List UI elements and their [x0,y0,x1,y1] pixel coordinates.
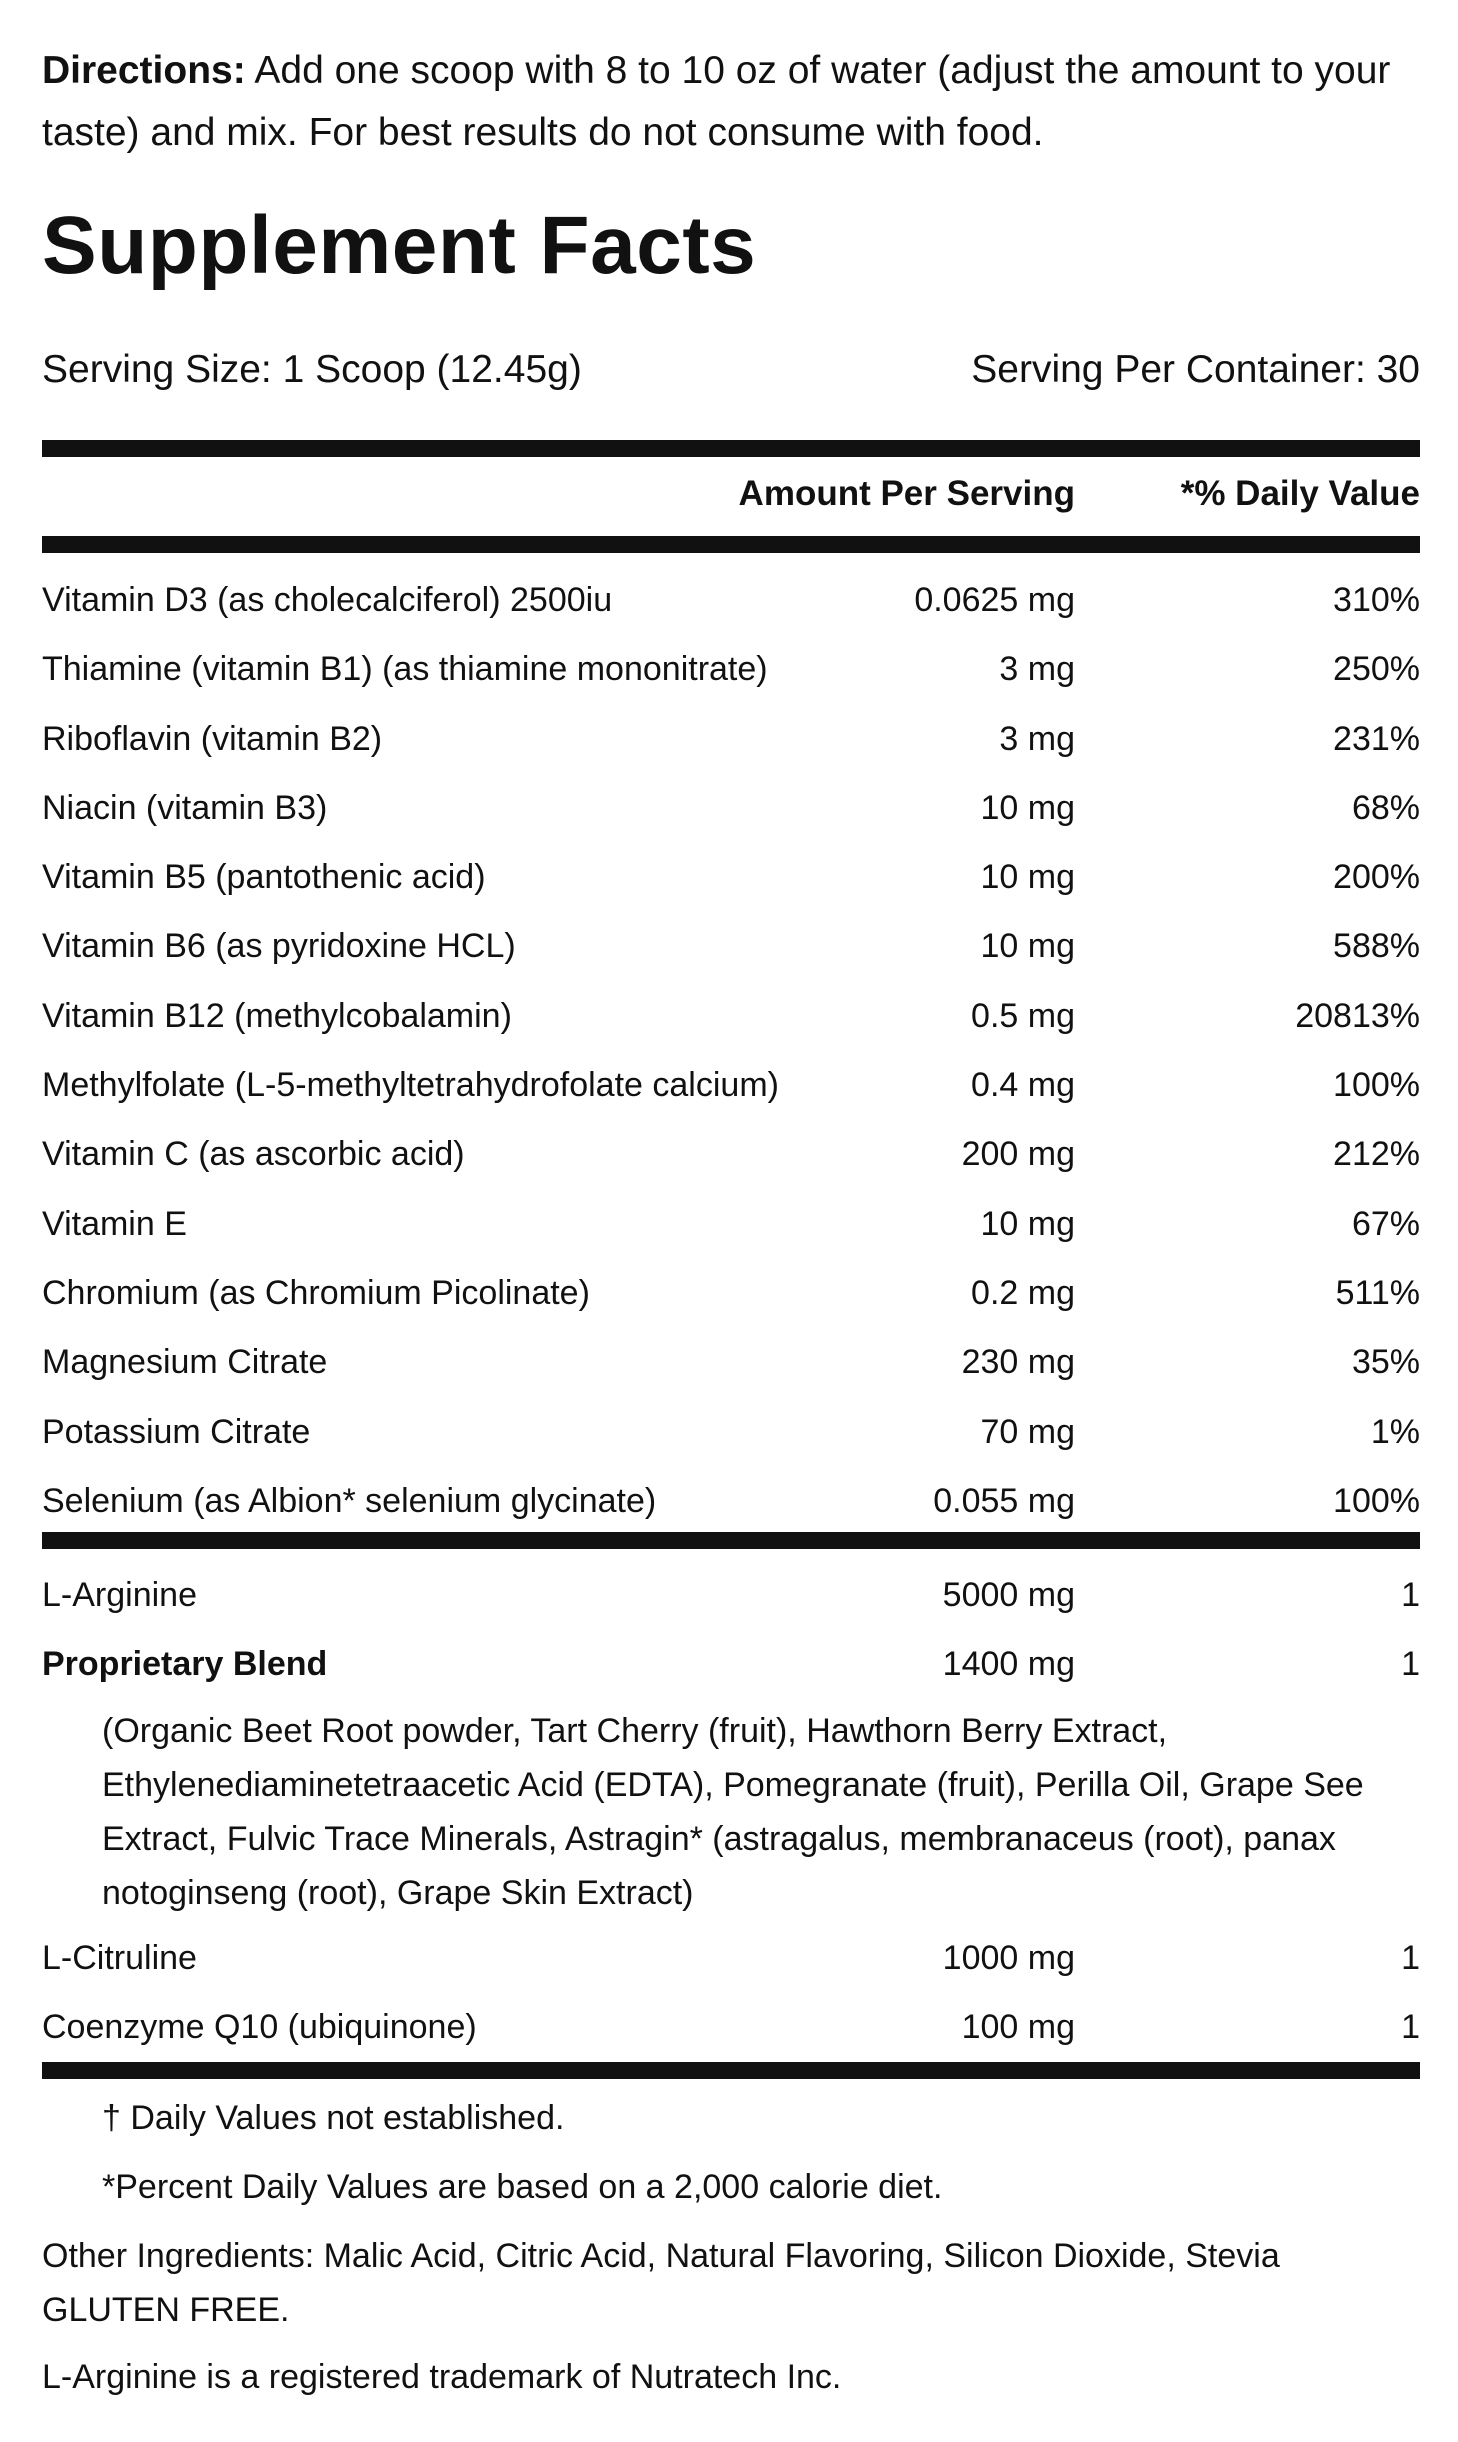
nutrient-amount: 10 mg [980,1204,1075,1243]
nutrient-name: Vitamin E [42,1204,187,1243]
blend-ingredients: (Organic Beet Root powder, Tart Cherry (fruit), Hawthorn Berry Extract, Ethylenediaminetetraacetic Acid (EDTA), Pomegranate (fruit), Perilla Oil, Grape See Extract, Fulvic Trace Minerals, Astragin* (astragalus, membranaceus (root), panax notoginseng (root), Grape Skin Extract) [102,1711,1364,1912]
nutrient-amount: 10 mg [980,858,1075,897]
nutrient-dv: 1 [1401,1576,1420,1614]
nutrient-amount: 3 mg [999,719,1075,758]
table-row [42,982,1420,1051]
nutrient-amount: 0.055 mg [933,1481,1075,1520]
percent-dv-note: *Percent Daily Values are based on a 2,000 calorie diet. [102,2168,943,2206]
table-row [42,635,1420,704]
nutrient-name: Thiamine (vitamin B1) (as thiamine mononitrate) [42,650,768,689]
page-title: Supplement Facts [42,200,757,291]
nutrient-dv: 200% [1333,858,1420,897]
nutrient-name: Riboflavin (vitamin B2) [42,719,383,758]
nutrient-amount: 0.4 mg [971,1066,1075,1105]
nutrient-dv: 100% [1333,1481,1420,1520]
vitamins-divider [42,1532,1420,1549]
table-row [42,1328,1420,1397]
table-row [42,912,1420,981]
nutrient-dv: 20813% [1295,996,1420,1035]
blend-name: Proprietary Blend [42,1645,328,1684]
amount-header: Amount Per Serving [738,474,1075,513]
nutrient-amount: 3 mg [999,650,1075,689]
nutrient-amount: 200 mg [961,1135,1075,1174]
nutrient-name: Methylfolate (L-5-methyltetrahydrofolate calcium) [42,1066,779,1105]
nutrient-name: L-Citruline [42,1938,197,1977]
nutrient-dv: 100% [1333,1066,1420,1105]
nutrient-dv: 1% [1370,1412,1420,1451]
table-row [42,566,1420,635]
nutrient-amount: 10 mg [980,788,1075,827]
nutrient-amount: 5000 mg [942,1576,1075,1614]
nutrient-dv: 1 [1401,1645,1420,1684]
nutrient-amount: 1000 mg [942,1938,1075,1977]
nutrient-dv: 1 [1401,1938,1420,1977]
servings-per-container: Serving Per Container: 30 [971,348,1420,391]
header-divider [42,536,1420,553]
nutrient-name: Potassium Citrate [42,1412,311,1451]
vitamin-table [42,566,1420,1536]
nutrient-name: Chromium (as Chromium Picolinate) [42,1273,590,1312]
nutrient-amount: 0.2 mg [971,1273,1075,1312]
table-row [42,843,1420,912]
table-row [42,1259,1420,1328]
nutrient-name: Vitamin B5 (pantothenic acid) [42,858,486,897]
table-row [42,1190,1420,1259]
table-row [42,1120,1420,1189]
nutrient-amount: 230 mg [961,1343,1075,1382]
nutrient-name: Magnesium Citrate [42,1343,328,1382]
nutrient-name: Vitamin B12 (methylcobalamin) [42,996,512,1035]
other-ingredients: Other Ingredients: Malic Acid, Citric Acid, Natural Flavoring, Silicon Dioxide, Stevia [42,2237,1280,2275]
nutrient-amount: 100 mg [961,2007,1075,2046]
nutrient-name: Niacin (vitamin B3) [42,788,328,827]
nutrient-dv: 250% [1333,650,1420,689]
nutrient-name: Vitamin B6 (as pyridoxine HCL) [42,927,516,966]
nutrient-dv: 212% [1333,1135,1420,1174]
nutrient-name: Coenzyme Q10 (ubiquinone) [42,2007,477,2046]
nutrient-dv: 511% [1335,1273,1420,1312]
nutrient-dv: 67% [1351,1204,1420,1243]
nutrient-amount: 10 mg [980,927,1075,966]
gluten-free: GLUTEN FREE. [42,2291,290,2329]
nutrient-name: Vitamin C (as ascorbic acid) [42,1135,465,1174]
nutrient-name: Selenium (as Albion* selenium glycinate) [42,1481,657,1520]
serving-size: Serving Size: 1 Scoop (12.45g) [42,348,582,391]
nutrient-dv: 68% [1351,788,1420,827]
table-row [42,1924,1420,1993]
directions-body: Add one scoop with 8 to 10 oz of water (adjust the amount to your taste) and mix. For best results do not consume with food. [42,49,1391,154]
directions-text [42,40,1420,164]
nutrient-dv: 588% [1333,927,1420,966]
nutrient-amount: 0.5 mg [971,996,1075,1035]
table-header [42,470,1420,518]
table-row [42,1398,1420,1467]
nutrient-dv: 310% [1333,581,1420,619]
table-row [42,1630,1420,1699]
daily-values-note: † Daily Values not established. [102,2099,565,2137]
nutrient-amount: 1400 mg [942,1645,1075,1684]
table-row [42,1051,1420,1120]
table-row [42,1467,1420,1536]
table-row [42,705,1420,774]
table-row [42,1993,1420,2062]
nutrient-dv: 231% [1333,719,1420,758]
daily-value-header: *% Daily Value [1180,474,1420,513]
other-ingredients-table [42,1561,1420,2062]
nutrient-amount: 0.0625 mg [914,581,1075,619]
bottom-divider [42,2062,1420,2079]
nutrient-name: L-Arginine [42,1576,197,1614]
table-row [42,1561,1420,1630]
nutrient-name: Vitamin D3 (as cholecalciferol) 2500iu [42,581,613,619]
directions-label: Directions: [42,49,246,92]
nutrient-dv: 1 [1401,2007,1420,2046]
table-row [42,774,1420,843]
trademark-note: L-Arginine is a registered trademark of Nutratech Inc. [42,2358,842,2396]
nutrient-dv: 35% [1351,1343,1420,1382]
top-divider [42,440,1420,457]
nutrient-amount: 70 mg [980,1412,1075,1451]
